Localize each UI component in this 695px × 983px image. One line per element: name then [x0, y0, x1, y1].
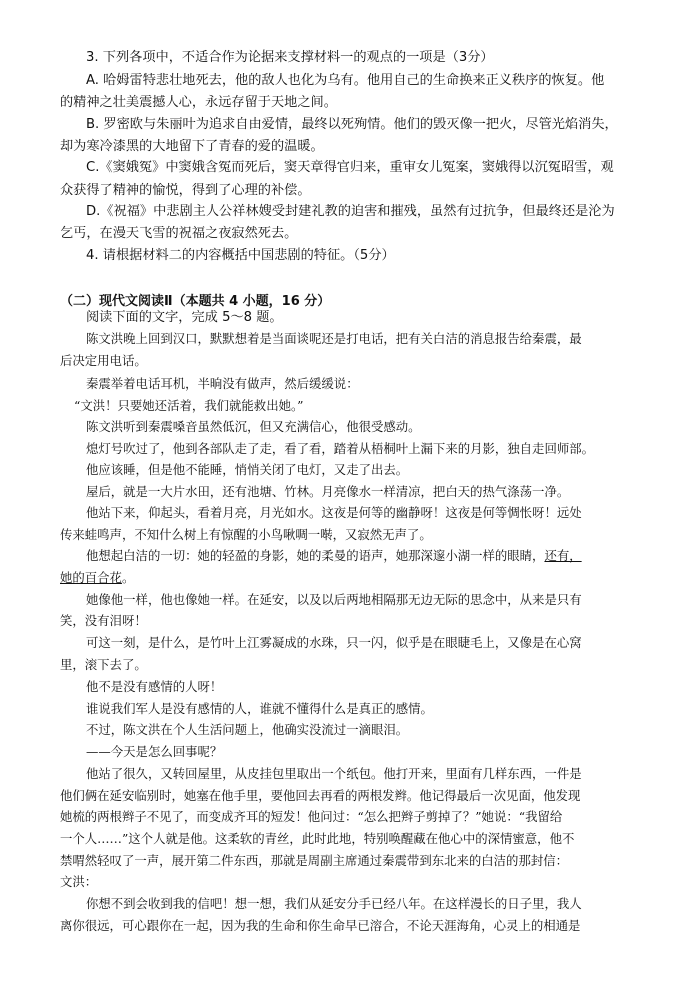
passage-line: 一个人……”这个人就是他。这柔软的青丝，此时此地，特别唤醒藏在他心中的深情蜜意，他不	[60, 831, 575, 846]
passage-line: 他们俩在延安临别时，她塞在他手里，要他回去再看的两根发辫。他记得最后一次见面，他发现	[60, 788, 581, 803]
option-b-line2: 却为寒冷漆黑的大地留下了青春的爱的温暖。	[60, 139, 324, 154]
passage-line: 笑，没有泪呀！	[60, 613, 147, 628]
passage-line: 禁喟然轻叹了一声，展开第二件东西，那就是周副主席通过秦震带到东北来的白洁的那封信：	[60, 853, 569, 868]
option-a-line1: A. 哈姆雷特悲壮地死去，他的敌人也化为乌有。他用自己的生命换来正义秩序的恢复。他	[86, 73, 605, 88]
question-3-stem: 3. 下列各项中，不适合作为论据来支撑材料一的观点的一项是（3分）	[86, 50, 494, 65]
underlined-phrase: 还有，	[544, 548, 582, 563]
passage-line: 传来蛙鸣声，不知什么树上有惊醒的小鸟啾啁一啭，又寂然无声了。	[60, 527, 432, 542]
passage-text: 他想起白洁的一切：她的轻盈的身影，她的柔曼的语声，她那深邃小湖一样的眼睛，	[86, 548, 545, 563]
passage-line: 她梳的两根辫子不见了，而变成齐耳的短发！他问过：“怎么把辫子剪掉了？”她说：“我留给	[60, 809, 563, 824]
section-title: （二）现代文阅读Ⅱ（本题共 4 小题，16 分）	[60, 294, 331, 309]
letter-salutation: 文洪：	[60, 874, 98, 889]
underlined-phrase: 她的百合花	[60, 570, 122, 585]
section-instruction: 阅读下面的文字，完成 5～8 题。	[86, 310, 283, 325]
passage-line: 他应该睡，但是他不能睡，悄悄关闭了电灯，又走了出去。	[86, 462, 409, 477]
passage-line: 陈文洪听到秦震嗓音虽然低沉，但又充满信心，他很受感动。	[86, 419, 421, 434]
option-c-line1: C.《窦娥冤》中窦娥含冤而死后，窦天章得官归来，重审女儿冤案，窦娥得以沉冤昭雪，观	[86, 160, 614, 175]
option-b-line1: B. 罗密欧与朱丽叶为追求自由爱情，最终以死殉情。他们的毁灭像一把火，尽管光焰消失，	[86, 117, 618, 132]
passage-line: 谁说我们军人是没有感情的人，谁就不懂得什么是真正的感情。	[86, 701, 433, 716]
passage-line: 熄灯号吹过了，他到各部队走了走，看了看，踏着从梧桐叶上漏下来的月影，独自走回师部。	[86, 441, 595, 456]
passage-line: 里，滚下去了。	[60, 657, 147, 672]
passage-line: 你想不到会收到我的信吧！想一想，我们从延安分手已经八年。在这样漫长的日子里，我人	[86, 896, 582, 911]
passage-line: 他不是没有感情的人呀！	[86, 679, 223, 694]
passage-line	[86, 545, 582, 566]
passage-line: 他站了很久，又转回屋里，从皮挂包里取出一个纸包。他打开来，里面有几样东西，一件是	[86, 766, 582, 781]
passage-line: ——今天是怎么回事呢？	[86, 744, 223, 759]
passage-line: 可这一刻，是什么，是竹叶上江雾凝成的水珠，只一闪，似乎是在眼睫毛上，又像是在心窝	[86, 635, 582, 650]
passage-line: 屋后，就是一大片水田，还有池塘、竹林。月亮像水一样清凉，把白天的热气涤荡一净。	[86, 484, 570, 499]
option-d-line2: 乞丐，在漫天飞雪的祝福之夜寂然死去。	[60, 226, 298, 241]
passage-text: 。	[121, 570, 135, 585]
passage-line: 他站下来，仰起头，看着月亮，月光如水。这夜是何等的幽静呀！这夜是何等惆怅呀！远处	[86, 505, 582, 520]
passage-line: 不过，陈文洪在个人生活问题上，他确实没流过一滴眼泪。	[86, 722, 409, 737]
passage-line	[60, 567, 134, 588]
passage-line: 后决定用电话。	[60, 353, 147, 368]
passage-line: 离你很远，可心跟你在一起，因为我的生命和你生命早已溶合，不论天涯海角，心灵上的相通是	[60, 918, 581, 933]
passage-line: 她像他一样，他也像她一样。在延安，以及以后两地相隔那无边无际的思念中，从来是只有	[86, 592, 582, 607]
option-c-line2: 众获得了精神的愉悦，得到了心理的补偿。	[60, 183, 311, 198]
option-d-line1: D.《祝福》中悲剧主人公祥林嫂受封建礼教的迫害和摧残，虽然有过抗争，但最终还是沦为	[86, 204, 615, 219]
option-a-line2: 的精神之壮美震撼人心，永远存留于天地之间。	[60, 95, 337, 110]
question-4: 4. 请根据材料二的内容概括中国悲剧的特征。（5分）	[86, 248, 395, 263]
passage-line: “文洪！只要她还活着，我们就能救出她。”	[74, 398, 304, 413]
passage-line: 秦震举着电话耳机，半晌没有做声，然后缓缓说：	[86, 376, 359, 391]
passage-line: 陈文洪晚上回到汉口，默默想着是当面谈呢还是打电话，把有关白洁的消息报告给秦震，最	[86, 331, 582, 346]
